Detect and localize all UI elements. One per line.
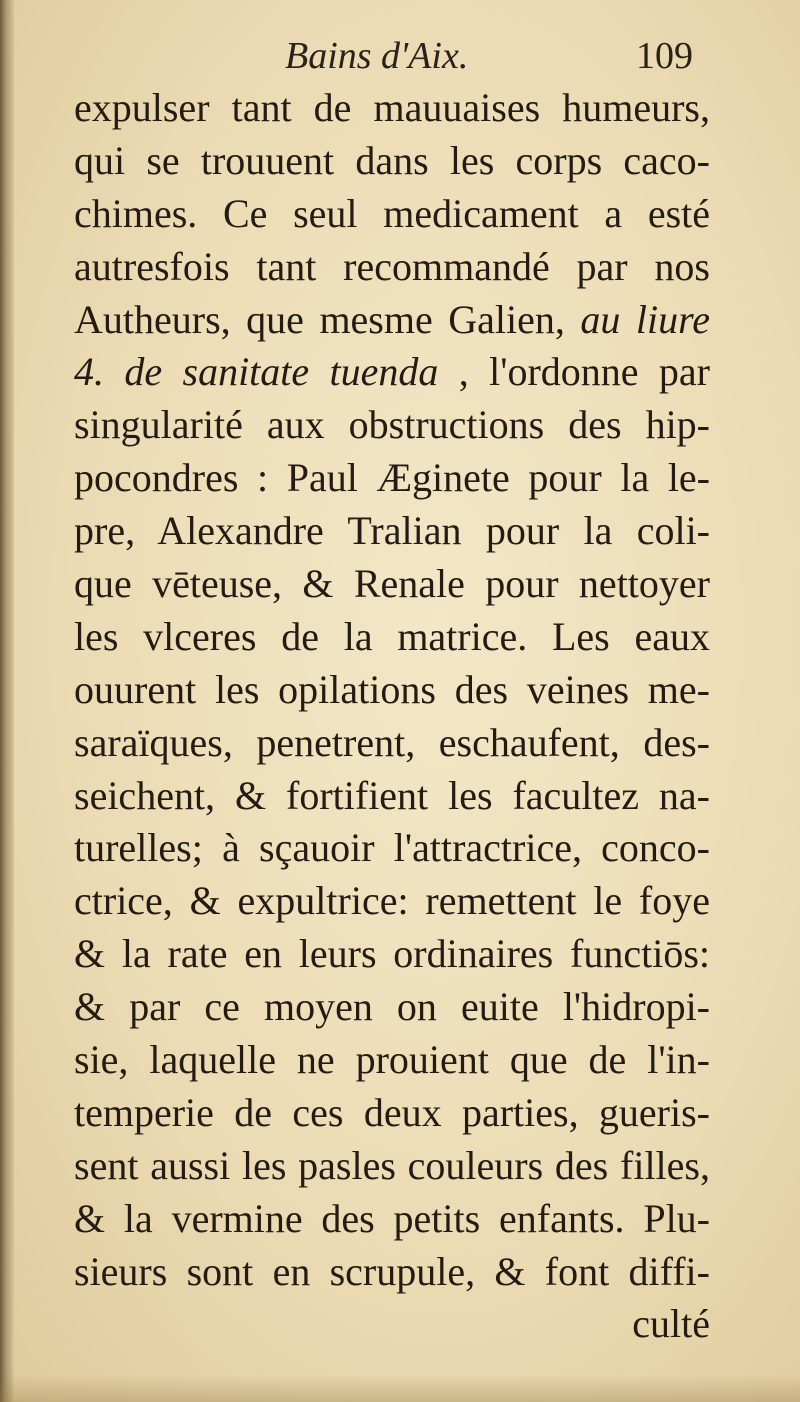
text-line: pocondres : Paul Æginete pour la le- — [74, 455, 710, 501]
text-line: les vlceres de la matrice. Les eaux — [74, 613, 710, 659]
text-line — [74, 294, 710, 347]
page-gutter — [0, 0, 14, 1402]
page-header — [0, 34, 800, 84]
text-line: singularité aux obstructions des hip- — [74, 402, 710, 448]
text-line: qui se trouuent dans les corps caco- — [74, 137, 710, 183]
text-line: sie, laquelle ne prouient que de l'in- — [74, 1037, 710, 1083]
text-line: expulser tant de mauuaises humeurs, — [74, 85, 710, 130]
text-roman: , l'ordonne par — [438, 349, 710, 395]
page-bottom-edge — [0, 1374, 800, 1402]
text-line: sent aussi les pasles couleurs des filles, — [74, 1142, 710, 1188]
catchword: culté — [632, 1301, 710, 1347]
text-line: autresfois tant recommandé par nos — [74, 243, 710, 289]
text-line: & la rate en leurs ordinaires functiōs: — [74, 931, 710, 977]
text-line: ouurent les opilations des veines me- — [74, 666, 710, 712]
text-roman: Autheurs, que mesme Galien, — [74, 296, 581, 342]
text-line: saraïques, penetrent, eschaufent, des- — [74, 719, 710, 765]
text-line: & la vermine des petits enfants. Plu- — [74, 1195, 710, 1241]
text-line: pre, Alexandre Tralian pour la coli- — [74, 508, 710, 554]
text-italic: 4. de sanitate tuenda — [74, 349, 439, 395]
text-line: temperie de ces deux parties, gueris- — [74, 1089, 710, 1135]
text-line: chimes. Ce seul medicament a esté — [74, 190, 710, 236]
text-line: ctrice, & expultrice: remettent le foye — [74, 878, 710, 924]
body-text — [74, 82, 710, 1351]
running-title: Bains d'Aix. — [285, 35, 469, 77]
text-line: sieurs sont en scrupule, & font diffi- — [74, 1248, 710, 1294]
page-number: 109 — [636, 35, 693, 77]
text-line: seichent, & fortifient les facultez na- — [74, 772, 710, 818]
text-line: que vēteuse, & Renale pour nettoyer — [74, 561, 710, 607]
text-line: & par ce moyen on euite l'hidropi- — [74, 984, 710, 1030]
text-italic: au liure — [580, 296, 710, 342]
text-line — [74, 346, 710, 399]
text-line: turelles; à sçauoir l'attractrice, conco- — [74, 825, 710, 871]
